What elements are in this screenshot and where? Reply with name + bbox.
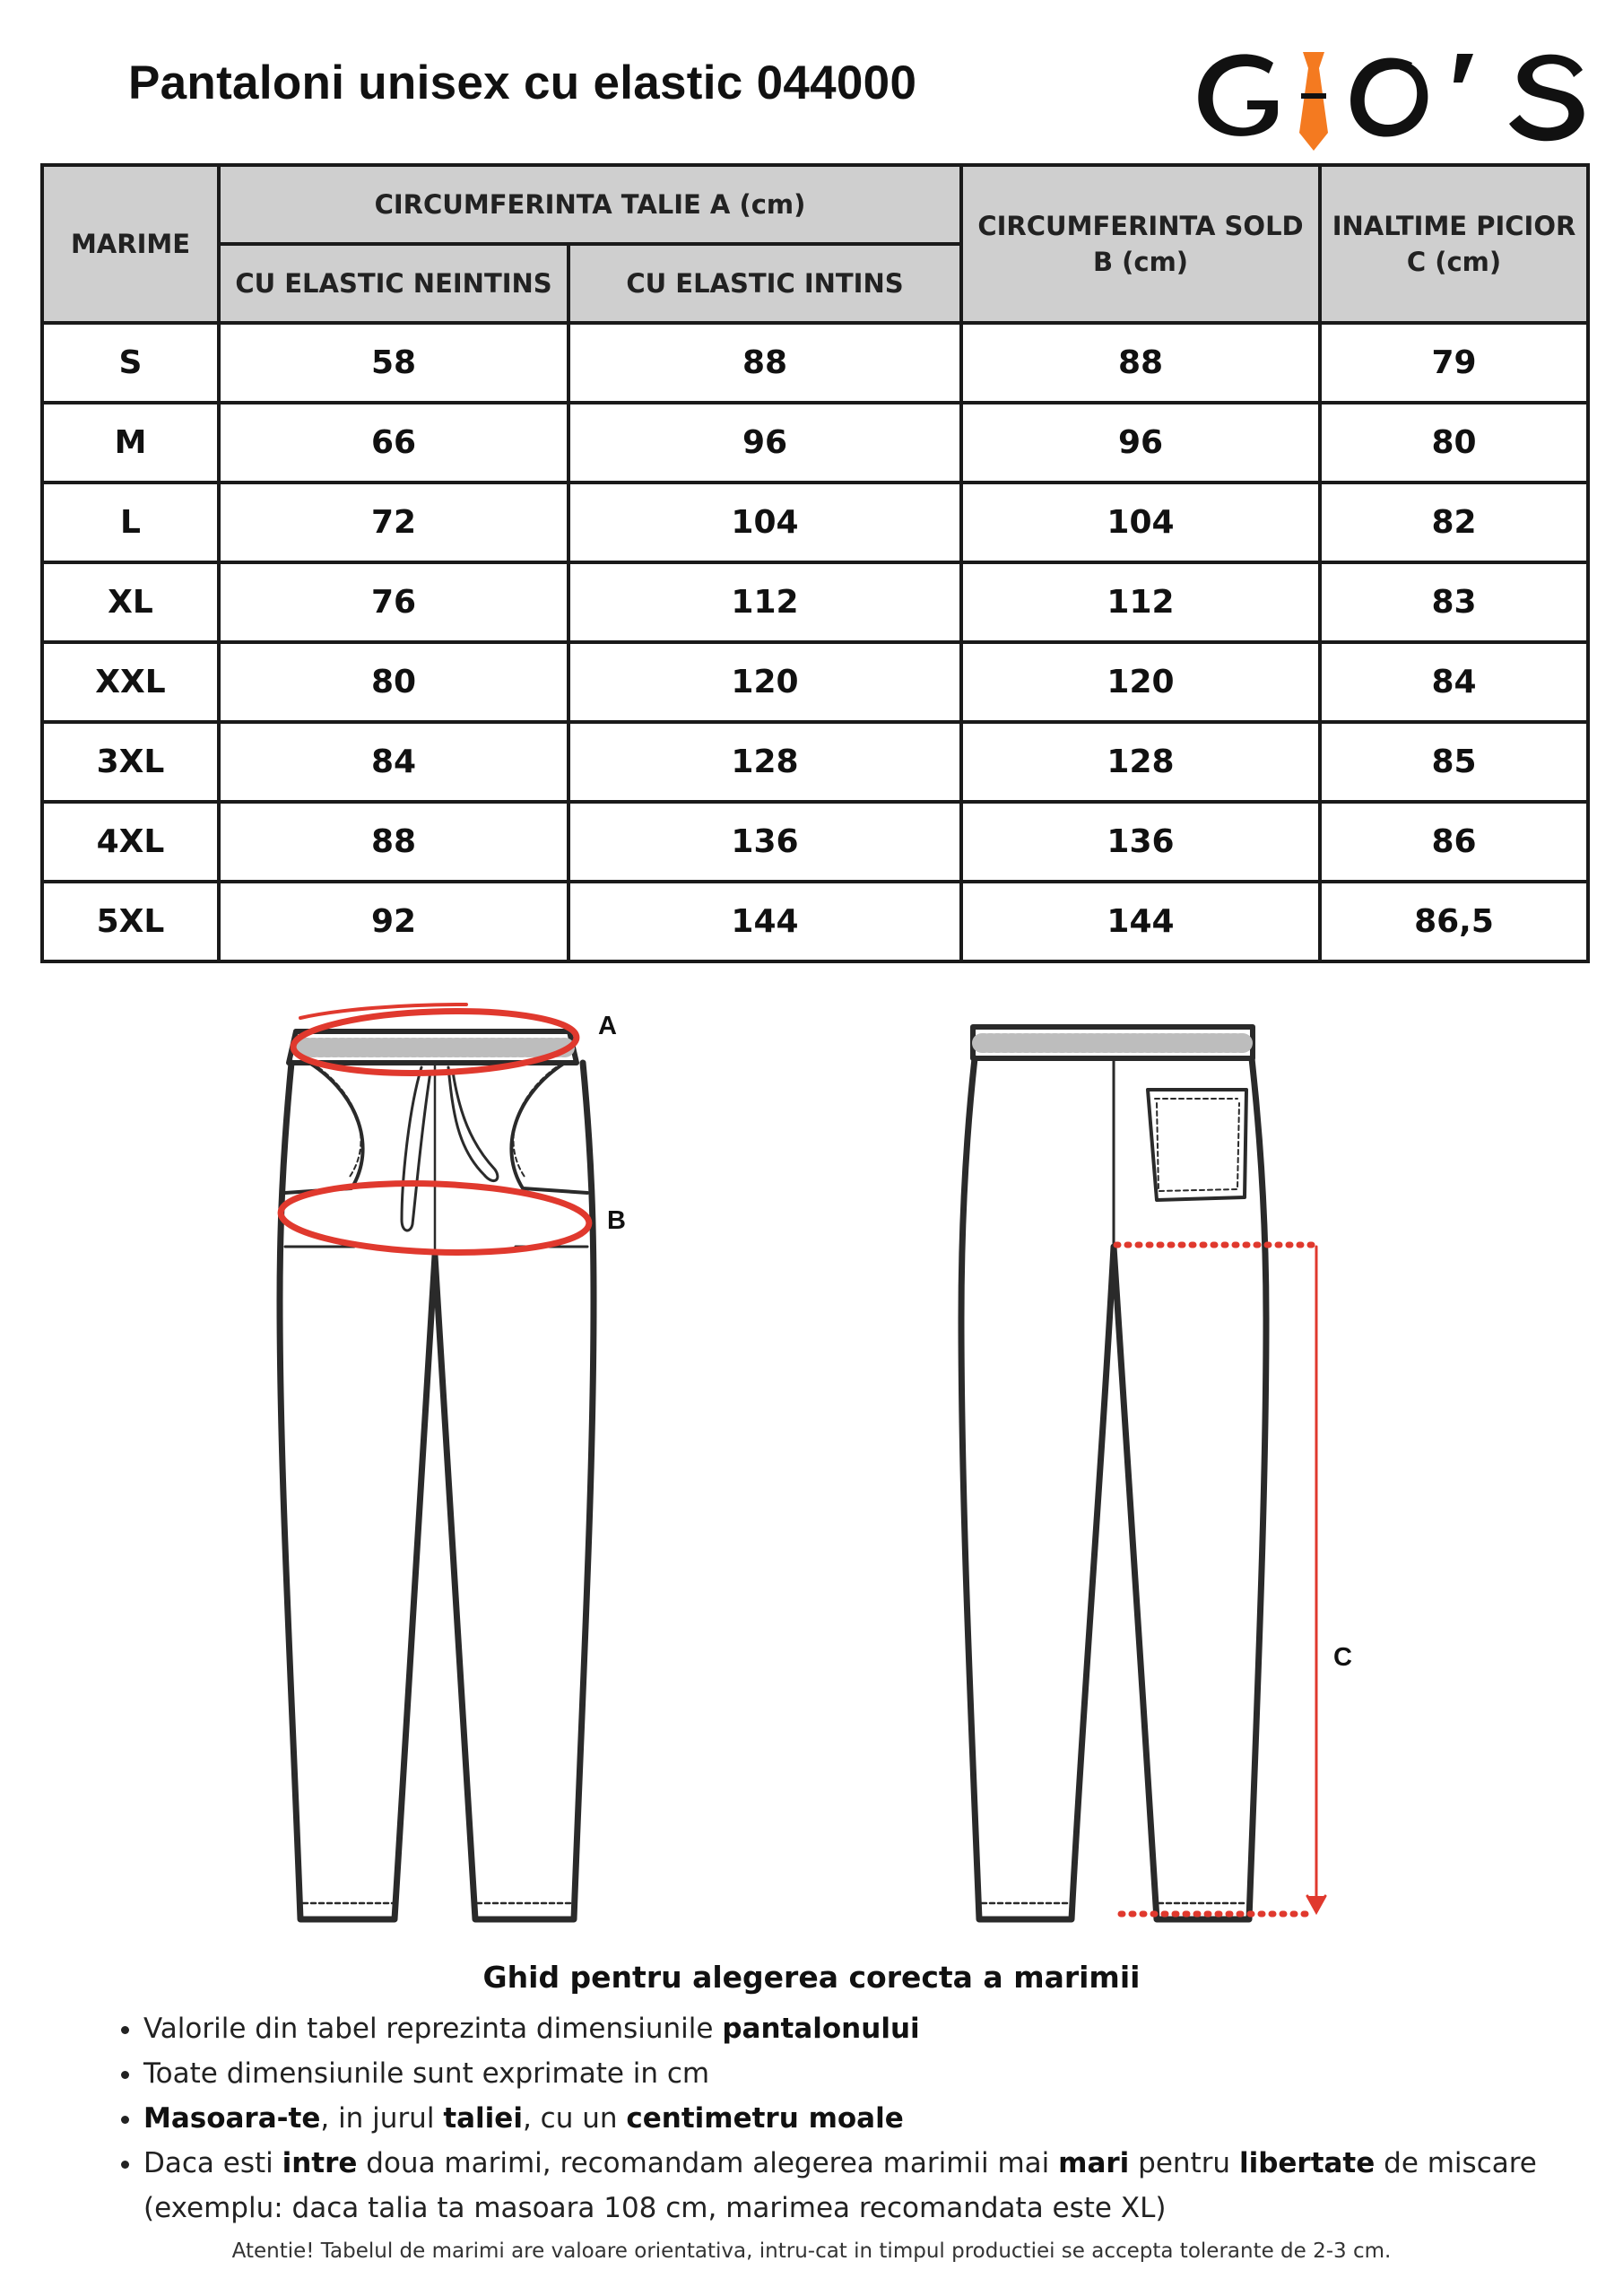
header-waist-stretched: CU ELASTIC INTINS [568, 244, 961, 323]
cell-leg: 84 [1320, 642, 1588, 722]
cell-waist-stretched: 128 [568, 722, 961, 802]
cell-waist-stretched: 104 [568, 483, 961, 562]
guide-bold: intre [282, 2147, 358, 2179]
cell-waist-relaxed: 58 [219, 323, 568, 403]
cell-leg: 79 [1320, 323, 1588, 403]
cell-leg: 85 [1320, 722, 1588, 802]
list-item [143, 2051, 1614, 2096]
cell-leg: 86,5 [1320, 882, 1588, 961]
cell-hip: 120 [961, 642, 1320, 722]
guide-text: Valorile din tabel reprezinta dimensiunile [143, 2013, 723, 2045]
footnote: Atentie! Tabelul de marimi are valoare orientativa, intru-cat in timpul productiei se accepta tolerante de 2-3 cm. [231, 2239, 1392, 2263]
cell-waist-relaxed: 92 [219, 882, 568, 961]
cell-size: L [42, 483, 219, 562]
cell-size: XL [42, 562, 219, 642]
header-size: MARIME [42, 165, 219, 323]
pants-illustration [0, 978, 1623, 1928]
brand-logo [1188, 27, 1596, 157]
header-hip-line1: CIRCUMFERINTA SOLD [977, 211, 1304, 241]
guide-text: Toate dimensiunile sunt exprimate in cm [143, 2057, 710, 2090]
cell-size: S [42, 323, 219, 403]
cell-size: 4XL [42, 802, 219, 882]
cell-hip: 104 [961, 483, 1320, 562]
guide-bold: mari [1058, 2147, 1130, 2179]
cell-size: 3XL [42, 722, 219, 802]
cell-size: 5XL [42, 882, 219, 961]
page-title: Pantaloni unisex cu elastic 044000 [128, 57, 917, 109]
cell-hip: 144 [961, 882, 1320, 961]
guide-text: (exemplu: daca talia ta masoara 108 cm, marimea recomandata este XL) [143, 2192, 1167, 2224]
table-row [42, 802, 1588, 882]
list-item [143, 2141, 1614, 2231]
size-table [40, 163, 1590, 963]
cell-waist-relaxed: 84 [219, 722, 568, 802]
guide-bold: centimetru moale [626, 2102, 904, 2135]
cell-waist-relaxed: 66 [219, 403, 568, 483]
guide-text: , cu un [522, 2102, 627, 2135]
header-hip-line2: B (cm) [1092, 247, 1189, 277]
guide-bold: libertate [1238, 2147, 1376, 2179]
cell-waist-relaxed: 80 [219, 642, 568, 722]
header-leg [1320, 165, 1588, 323]
brand-logo-graphic [1188, 27, 1596, 157]
cell-hip: 88 [961, 323, 1320, 403]
cell-size: XXL [42, 642, 219, 722]
cell-waist-stretched: 144 [568, 882, 961, 961]
header-leg-line2: C (cm) [1406, 247, 1502, 277]
label-a: A [598, 1012, 617, 1040]
cell-hip: 136 [961, 802, 1320, 882]
guide-text: doua marimi, recomandam alegerea marimii mai [357, 2147, 1059, 2179]
cell-waist-stretched: 136 [568, 802, 961, 882]
measurement-markers [280, 1004, 1325, 1914]
table-row [42, 562, 1588, 642]
cell-waist-stretched: 88 [568, 323, 961, 403]
table-row [42, 483, 1588, 562]
guide-title: Ghid pentru alegerea corecta a marimii [482, 1960, 1141, 1995]
cell-hip: 96 [961, 403, 1320, 483]
header-hip [961, 165, 1320, 323]
list-item [143, 2096, 1614, 2141]
header-leg-line1: INALTIME PICIOR [1332, 211, 1576, 241]
table-row [42, 323, 1588, 403]
tie-icon [1299, 52, 1328, 151]
cell-leg: 82 [1320, 483, 1588, 562]
cell-leg: 83 [1320, 562, 1588, 642]
list-item [143, 2006, 1614, 2051]
guide-text: , in jurul [320, 2102, 444, 2135]
cell-hip: 128 [961, 722, 1320, 802]
cell-waist-relaxed: 72 [219, 483, 568, 562]
cell-size: M [42, 403, 219, 483]
header-waist: CIRCUMFERINTA TALIE A (cm) [219, 165, 961, 244]
guide-text: de miscare [1375, 2147, 1537, 2179]
table-row [42, 403, 1588, 483]
label-b: B [607, 1206, 626, 1235]
table-row [42, 722, 1588, 802]
cell-leg: 86 [1320, 802, 1588, 882]
measurement-diagram [0, 978, 1623, 1928]
cell-waist-stretched: 120 [568, 642, 961, 722]
guide-bold: Masoara-te [143, 2102, 321, 2135]
cell-leg: 80 [1320, 403, 1588, 483]
cell-waist-stretched: 96 [568, 403, 961, 483]
table-row [42, 642, 1588, 722]
cell-waist-relaxed: 76 [219, 562, 568, 642]
guide-text: Daca esti [143, 2147, 282, 2179]
guide-bold: pantalonului [722, 2013, 920, 2045]
pants-front-drawing [280, 1031, 594, 1919]
guide-bold: taliei [443, 2102, 523, 2135]
pants-back-drawing [961, 1027, 1266, 1919]
cell-waist-relaxed: 88 [219, 802, 568, 882]
label-c: C [1333, 1643, 1352, 1672]
cell-hip: 112 [961, 562, 1320, 642]
guide-text: pentru [1129, 2147, 1239, 2179]
table-row [42, 882, 1588, 961]
header-waist-relaxed: CU ELASTIC NEINTINS [219, 244, 568, 323]
guide-list [108, 2006, 1614, 2231]
cell-waist-stretched: 112 [568, 562, 961, 642]
